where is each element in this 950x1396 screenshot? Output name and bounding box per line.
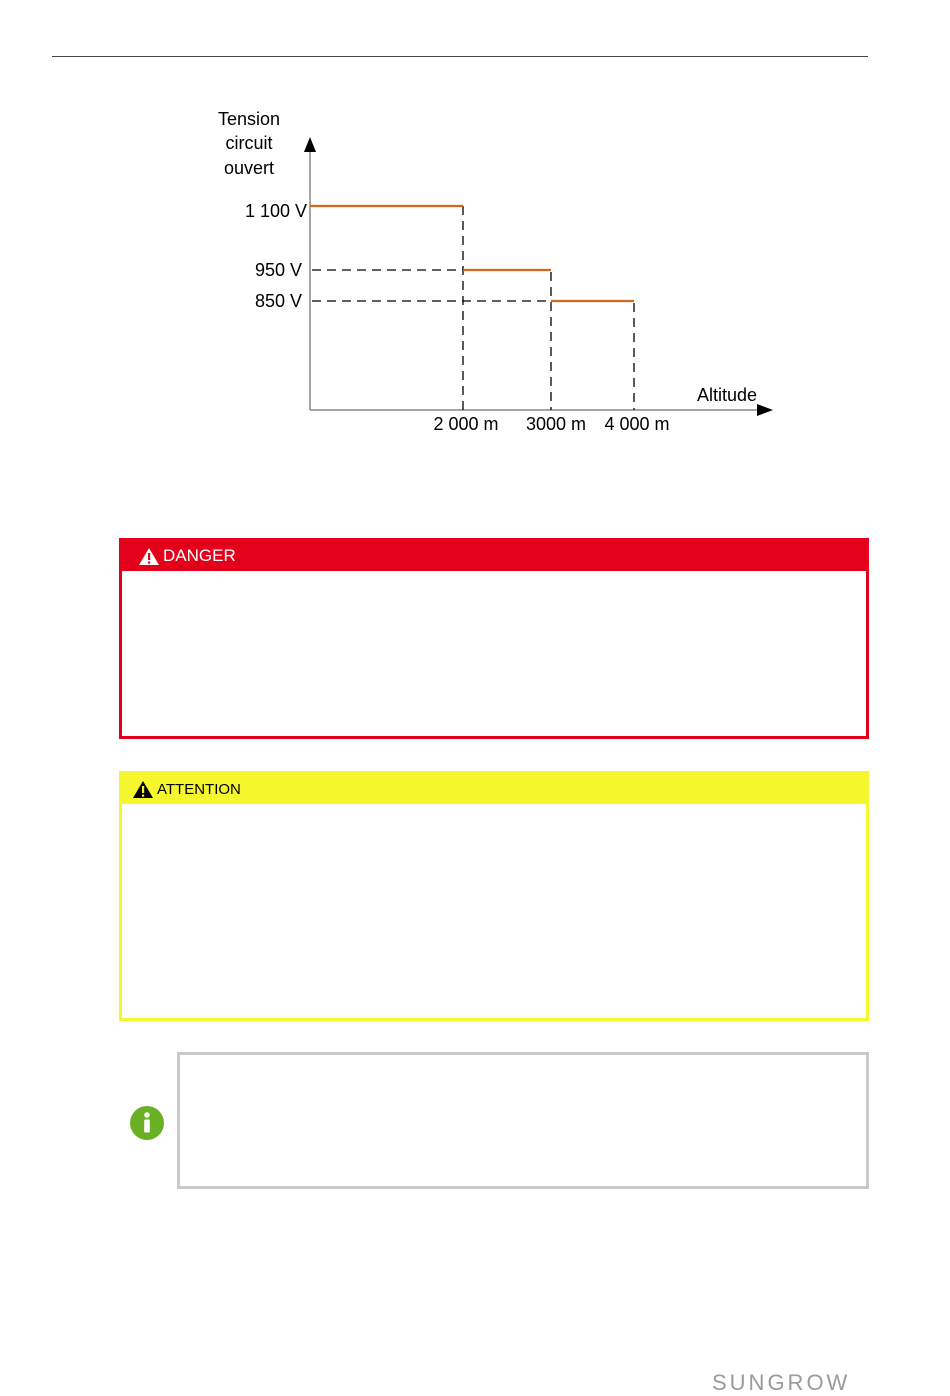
y-tick-label-1100: 1 100 V xyxy=(244,201,307,221)
danger-notice xyxy=(119,538,869,739)
x-tick-label-4000: 4 000 m xyxy=(604,414,670,434)
sungrow-logo: SUNGROW xyxy=(712,1370,851,1395)
altitude-voltage-chart xyxy=(0,0,950,470)
attention-notice xyxy=(119,771,869,1021)
danger-header xyxy=(122,541,866,571)
y-tick-label-850: 850 V xyxy=(254,291,302,311)
y-axis-arrow xyxy=(304,137,316,152)
voltage-series xyxy=(310,206,634,301)
warning-triangle-icon xyxy=(138,547,160,566)
y-axis-label-line-1: Tension xyxy=(217,109,281,129)
attention-header xyxy=(122,774,866,804)
x-tick-label-3000: 3000 m xyxy=(525,414,587,434)
info-icon xyxy=(130,1106,164,1140)
y-axis-label-line-3: ouvert xyxy=(223,158,275,178)
attention-label: ATTENTION xyxy=(157,780,241,798)
y-axis-label-line-2: circuit xyxy=(225,133,273,153)
danger-label: DANGER xyxy=(163,546,236,565)
warning-triangle-icon xyxy=(132,780,154,799)
x-axis-arrow xyxy=(757,404,773,416)
x-tick-label-2000: 2 000 m xyxy=(433,414,499,434)
x-axis-label: Altitude xyxy=(696,385,758,405)
note-box xyxy=(177,1052,869,1189)
y-tick-label-950: 950 V xyxy=(254,260,302,280)
